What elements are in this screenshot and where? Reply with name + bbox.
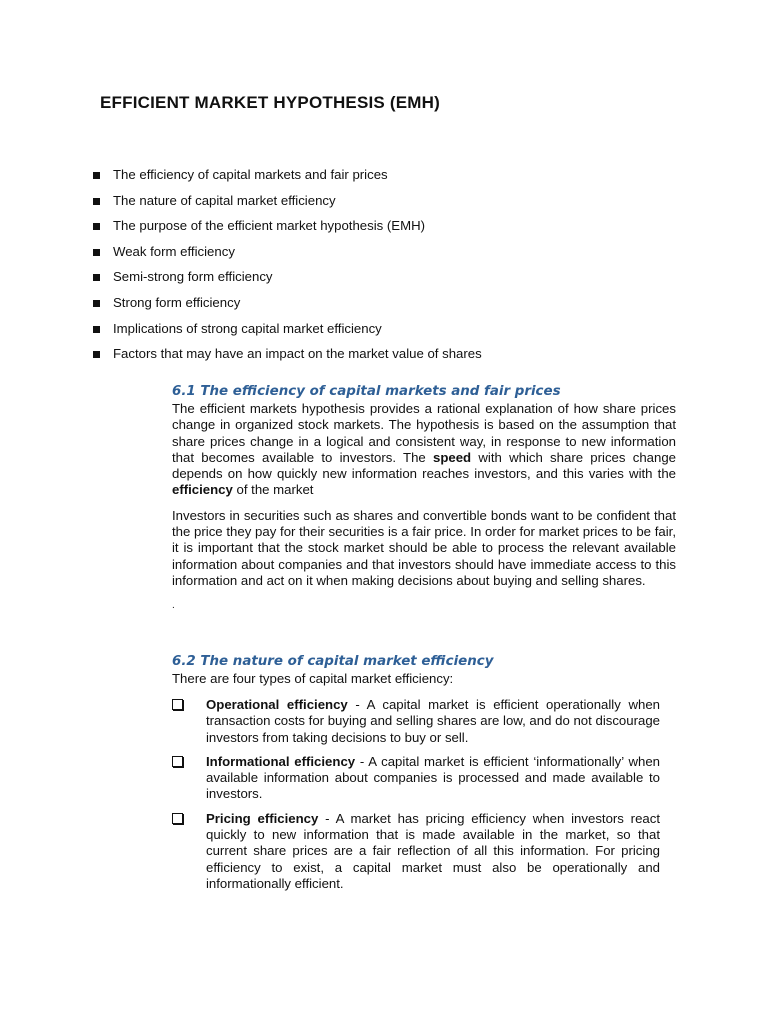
- paragraph: Investors in securities such as shares and convertible bonds want to be confident that the price they pay for their securities is a fair price. In order for market prices to be fair, it is important that the stock market should be able to process the relevant available information about companies and that investors should have immediate access to this information and act on it when making decisions about buying and selling shares.: [172, 507, 676, 588]
- section-heading: 6.2 The nature of capital market efficiency: [172, 654, 494, 669]
- list-item: [172, 697, 660, 746]
- bold-term: speed: [433, 449, 472, 465]
- bold-term: Pricing efficiency: [206, 810, 319, 826]
- checkbox-bullet-icon: [172, 756, 183, 767]
- list-item: [93, 217, 482, 243]
- paragraph-text: of the market: [232, 482, 314, 498]
- square-bullet-icon: [93, 274, 100, 281]
- list-item: [93, 192, 482, 218]
- bold-term: efficiency: [172, 482, 233, 498]
- list-item: [93, 294, 482, 320]
- square-bullet-icon: [93, 249, 100, 256]
- topic-list: [93, 166, 482, 371]
- section-nature-efficiency: [172, 653, 676, 687]
- list-item-text: The purpose of the efficient market hypothesis (EMH): [113, 218, 426, 234]
- list-item-text: Factors that may have an impact on the market value of shares: [113, 346, 482, 362]
- square-bullet-icon: [93, 223, 100, 230]
- paragraph-text: The efficient markets hypothesis provides a rational explanation of how share prices change in organized stock markets. The hypothesis is based on the assumption that share prices change in a logical and consistent way, in response to new information that becomes available to investors. The: [172, 401, 676, 465]
- square-bullet-icon: [93, 198, 100, 205]
- list-item-text: The efficiency of capital markets and fair prices: [113, 167, 388, 182]
- list-item-text: Weak form efficiency: [113, 243, 235, 259]
- list-item: [93, 166, 482, 192]
- paragraph: [172, 401, 676, 499]
- list-item: [93, 345, 482, 371]
- item-text: - A market has pricing efficiency when investors react quickly to new information that is made available in the market, so that current share prices are a fair reflection of all this information. For pricing efficiency to exist, a capital market must also be operationally and informationally efficient.: [206, 810, 661, 891]
- list-item-text: Semi-strong form efficiency: [113, 269, 273, 285]
- efficiency-types-list: [172, 697, 660, 892]
- square-bullet-icon: [93, 351, 100, 358]
- list-item-text: Implications of strong capital market efficiency: [113, 320, 382, 336]
- item-text: - A capital market is efficient ‘informationally’ when available information about companies is processed and made available to investors.: [206, 753, 660, 802]
- item-text: - A capital market is efficient operationally when transaction costs for buying and selling shares are low, and do not discourage investors from taking decisions to buy or sell.: [206, 697, 660, 745]
- list-item: [93, 320, 482, 346]
- bold-term: Informational efficiency: [206, 753, 356, 769]
- checkbox-bullet-icon: [172, 813, 183, 824]
- bold-term: Operational efficiency: [206, 697, 348, 712]
- intro-text: There are four types of capital market efficiency:: [172, 671, 454, 686]
- list-item-text: The nature of capital market efficiency: [113, 192, 336, 208]
- section-heading: 6.1 The efficiency of capital markets and fair prices: [172, 384, 561, 399]
- section-efficiency-fair-prices: [172, 383, 676, 611]
- square-bullet-icon: [93, 300, 100, 307]
- stray-dot: .: [172, 600, 175, 612]
- list-item: [172, 754, 660, 803]
- checkbox-bullet-icon: [172, 699, 183, 710]
- list-item-text: Strong form efficiency: [113, 294, 241, 310]
- paragraph-text: with which share prices change depends on how quickly new information reaches investors, and this varies with the: [172, 449, 676, 482]
- square-bullet-icon: [93, 172, 100, 179]
- list-item: [172, 811, 660, 892]
- list-item: [93, 243, 482, 269]
- page-title: EFFICIENT MARKET HYPOTHESIS (EMH): [100, 93, 440, 112]
- square-bullet-icon: [93, 326, 100, 333]
- list-item: [93, 268, 482, 294]
